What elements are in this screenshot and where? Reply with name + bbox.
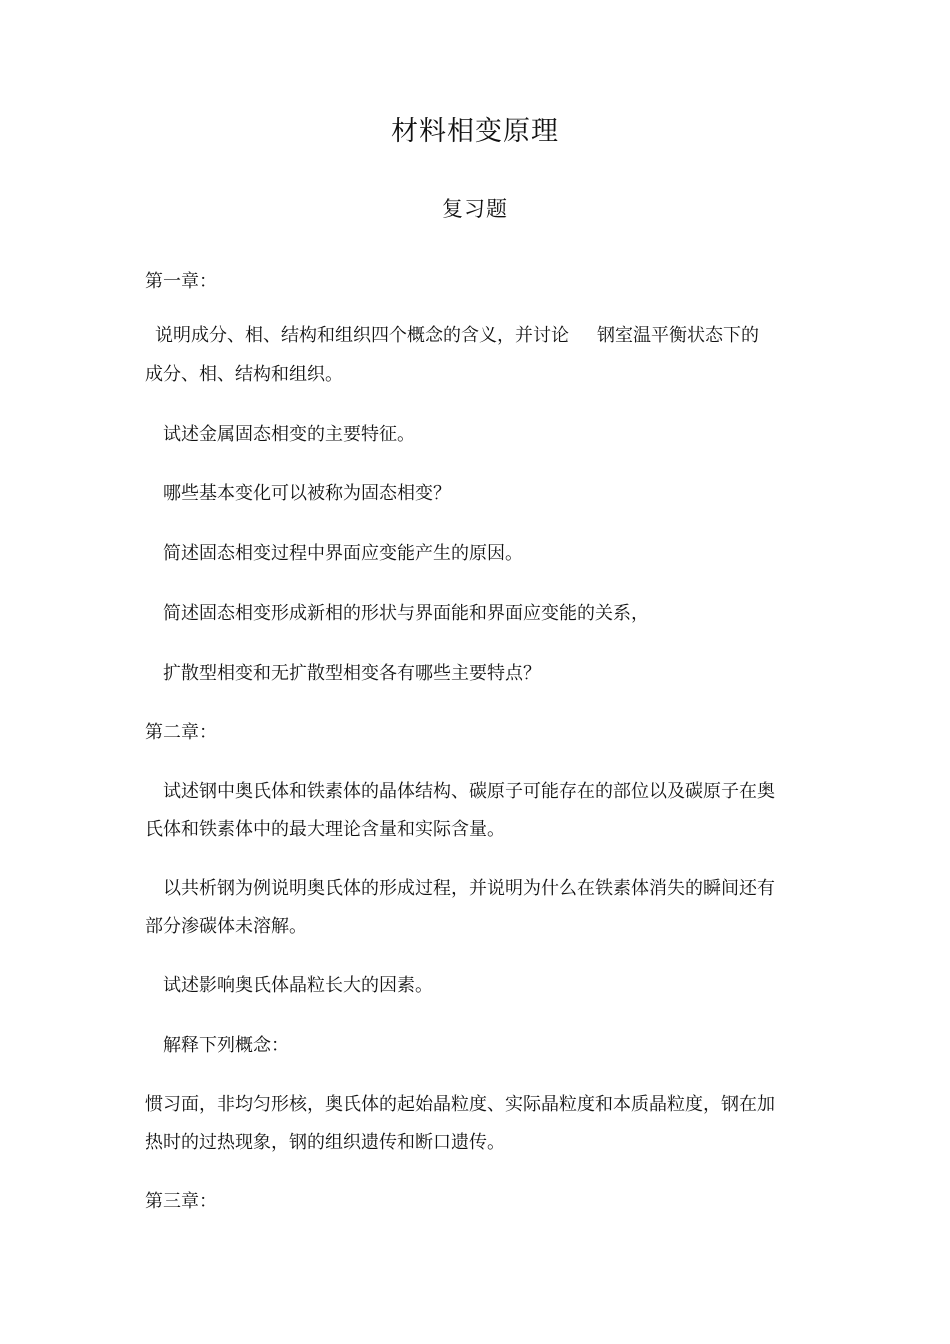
chapter2-question1-line1: 试述钢中奥氏体和铁素体的晶体结构、碳原子可能存在的部位以及碳原子在奥 <box>163 781 775 802</box>
chapter1-question1-text-a: 说明成分、相、结构和组织四个概念的含义，并讨论 <box>155 325 569 346</box>
chapter2-concepts-line2: 热时的过热现象，钢的组织遗传和断口遗传。 <box>145 1132 505 1153</box>
chapter2-question4: 解释下列概念： <box>163 1035 289 1056</box>
chapter2-concepts-line1: 惯习面，非均匀形核，奥氏体的起始晶粒度、实际晶粒度和本质晶粒度，钢在加 <box>145 1094 775 1115</box>
chapter1-question6: 扩散型相变和无扩散型相变各有哪些主要特点？ <box>163 663 541 684</box>
chapter1-question4: 简述固态相变过程中界面应变能产生的原因。 <box>163 543 523 564</box>
chapter2-heading: 第二章： <box>145 722 217 743</box>
chapter1-question5: 简述固态相变形成新相的形状与界面能和界面应变能的关系， <box>163 603 649 624</box>
chapter2-question3: 试述影响奥氏体晶粒长大的因素。 <box>163 975 433 996</box>
chapter2-question2-line2: 部分渗碳体未溶解。 <box>145 916 307 937</box>
document-subtitle: 复习题 <box>442 197 508 221</box>
chapter1-question1-line2: 成分、相、结构和组织。 <box>145 364 343 385</box>
chapter2-question1-line2: 氏体和铁素体中的最大理论含量和实际含量。 <box>145 819 505 840</box>
chapter3-heading: 第三章： <box>145 1191 217 1212</box>
document-title: 材料相变原理 <box>391 116 559 147</box>
chapter1-question2: 试述金属固态相变的主要特征。 <box>163 424 415 445</box>
chapter1-question1-text-b: 钢室温平衡状态下的 <box>597 325 759 346</box>
chapter1-question1-line1 <box>155 316 825 356</box>
chapter1-heading: 第一章： <box>145 271 217 292</box>
chapter2-question2-line1: 以共析钢为例说明奥氏体的形成过程，并说明为什么在铁素体消失的瞬间还有 <box>163 878 775 899</box>
chapter1-question3: 哪些基本变化可以被称为固态相变？ <box>163 483 451 504</box>
